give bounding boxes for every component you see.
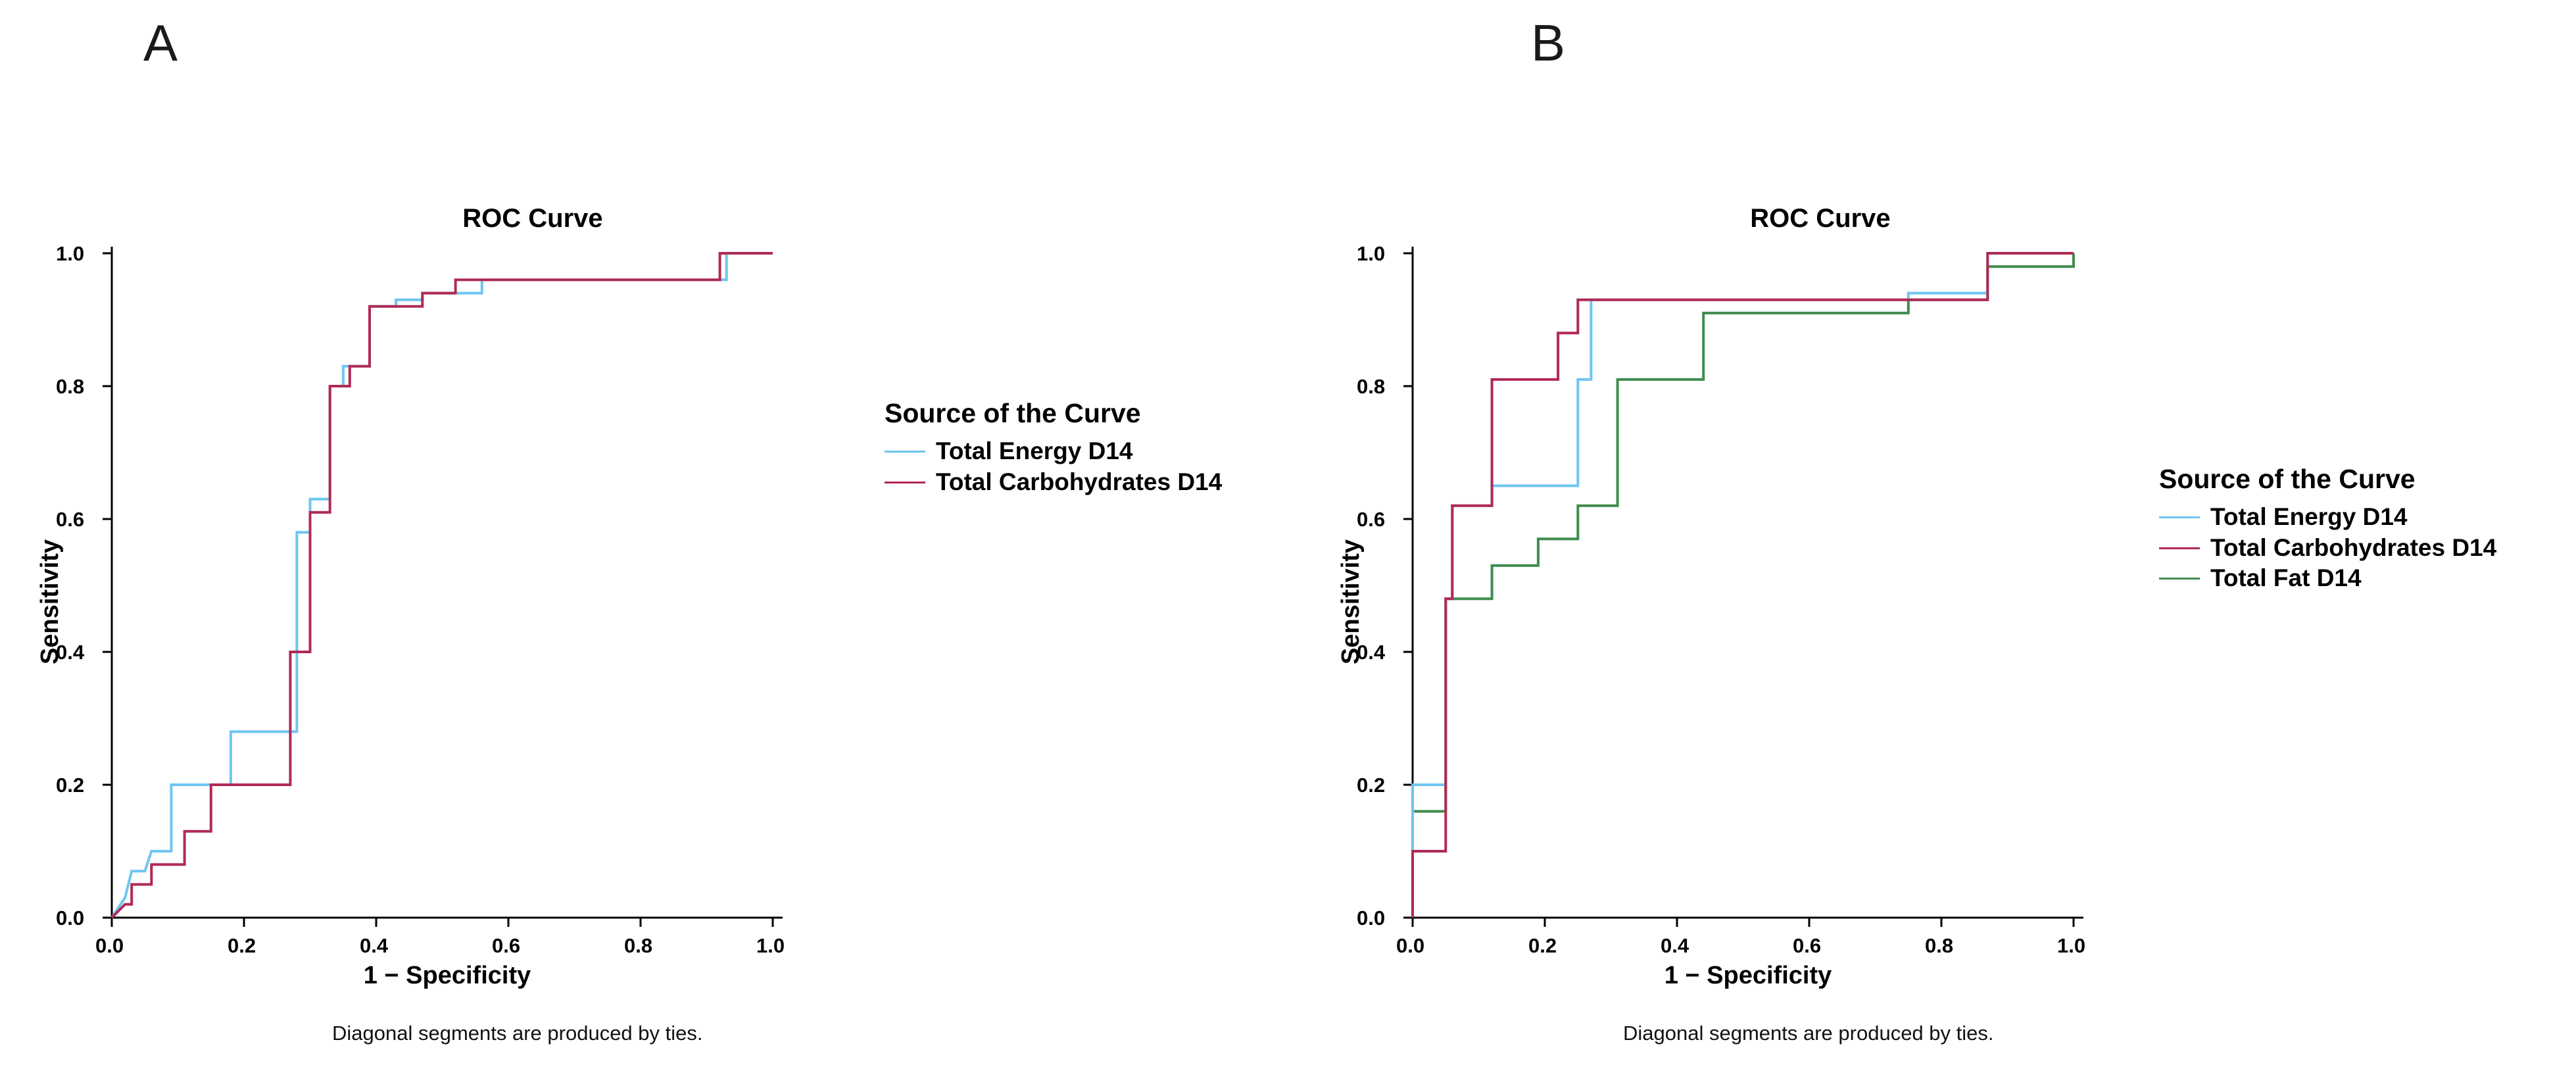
legend-item-total-fat-b <box>2159 565 2496 592</box>
y-axis-label-b: Sensitivity <box>1337 539 1365 664</box>
footnote-a: Diagonal segments are produced by ties. <box>332 1022 703 1045</box>
x-ticks-a <box>112 918 773 927</box>
footnote-b: Diagonal segments are produced by ties. <box>1623 1022 1994 1045</box>
series-line-total-energy-b <box>1413 253 2074 918</box>
y-tick-label-b-4: 0.8 <box>1357 375 1386 398</box>
x-tick-label-b-0: 0.0 <box>1396 934 1425 957</box>
x-tick-label-a-1: 0.2 <box>228 934 256 957</box>
y-axis-label-a: Sensitivity <box>36 539 64 664</box>
panel-letter-a: A <box>143 14 178 72</box>
series-line-total-carbohydrates-b <box>1413 253 2074 918</box>
legend-item-total-carbohydrates-a <box>885 469 1222 496</box>
legend-b <box>2159 464 2496 596</box>
x-axis-label-a: 1 − Specificity <box>363 962 531 989</box>
chart-title-a: ROC Curve <box>462 204 603 233</box>
legend-swatch-icon-total-carbohydrates-a <box>885 482 925 483</box>
y-tick-label-a-5: 1.0 <box>56 242 85 265</box>
y-tick-label-a-0: 0.0 <box>56 906 85 929</box>
y-tick-label-b-5: 1.0 <box>1357 242 1386 265</box>
series-line-total-carbohydrates-a <box>112 253 773 918</box>
y-ticks-a <box>103 253 112 918</box>
panel-letter-b: B <box>1531 14 1566 72</box>
y-tick-label-b-1: 0.2 <box>1357 774 1386 797</box>
y-tick-label-b-3: 0.6 <box>1357 508 1386 531</box>
y-tick-label-a-1: 0.2 <box>56 774 85 797</box>
x-tick-label-b-3: 0.6 <box>1793 934 1822 957</box>
legend-title-b: Source of the Curve <box>2159 464 2416 494</box>
y-ticks-b <box>1403 253 1413 918</box>
y-tick-label-a-2: 0.4 <box>56 641 85 664</box>
legend-label-total-carbohydrates-b: Total Carbohydrates D14 <box>2210 533 2497 561</box>
legend-label-total-energy-a: Total Energy D14 <box>936 437 1133 464</box>
panel-b <box>1288 0 2576 1065</box>
legend-item-total-energy-a <box>885 438 1222 465</box>
y-tick-label-b-0: 0.0 <box>1357 906 1386 929</box>
x-tick-label-b-1: 0.2 <box>1528 934 1557 957</box>
x-ticks-b <box>1413 918 2074 927</box>
x-tick-label-a-3: 0.6 <box>492 934 521 957</box>
y-tick-label-b-2: 0.4 <box>1357 641 1386 664</box>
x-tick-label-a-5: 1.0 <box>756 934 785 957</box>
y-tick-label-a-3: 0.6 <box>56 508 85 531</box>
x-tick-label-a-2: 0.4 <box>360 934 389 957</box>
x-tick-label-a-4: 0.8 <box>624 934 653 957</box>
legend-swatch-icon-total-energy-b <box>2159 516 2200 518</box>
legend-a <box>885 398 1222 499</box>
legend-label-total-energy-b: Total Energy D14 <box>2210 503 2408 530</box>
y-tick-label-a-4: 0.8 <box>56 375 85 398</box>
legend-swatch-icon-total-fat-b <box>2159 578 2200 580</box>
x-tick-label-b-4: 0.8 <box>1925 934 1954 957</box>
x-axis-label-b: 1 − Specificity <box>1664 962 1832 989</box>
series-line-total-fat-b <box>1413 253 2074 918</box>
x-tick-label-a-0: 0.0 <box>95 934 124 957</box>
legend-item-total-carbohydrates-b <box>2159 535 2496 562</box>
chart-title-b: ROC Curve <box>1750 204 1891 233</box>
legend-item-total-energy-b <box>2159 504 2496 531</box>
legend-swatch-icon-total-energy-a <box>885 451 925 453</box>
legend-label-total-carbohydrates-a: Total Carbohydrates D14 <box>936 468 1223 495</box>
legend-swatch-icon-total-carbohydrates-b <box>2159 547 2200 549</box>
x-tick-label-b-5: 1.0 <box>2057 934 2086 957</box>
legend-label-total-fat-b: Total Fat D14 <box>2210 564 2362 592</box>
x-tick-label-b-2: 0.4 <box>1661 934 1689 957</box>
legend-title-a: Source of the Curve <box>885 398 1141 428</box>
